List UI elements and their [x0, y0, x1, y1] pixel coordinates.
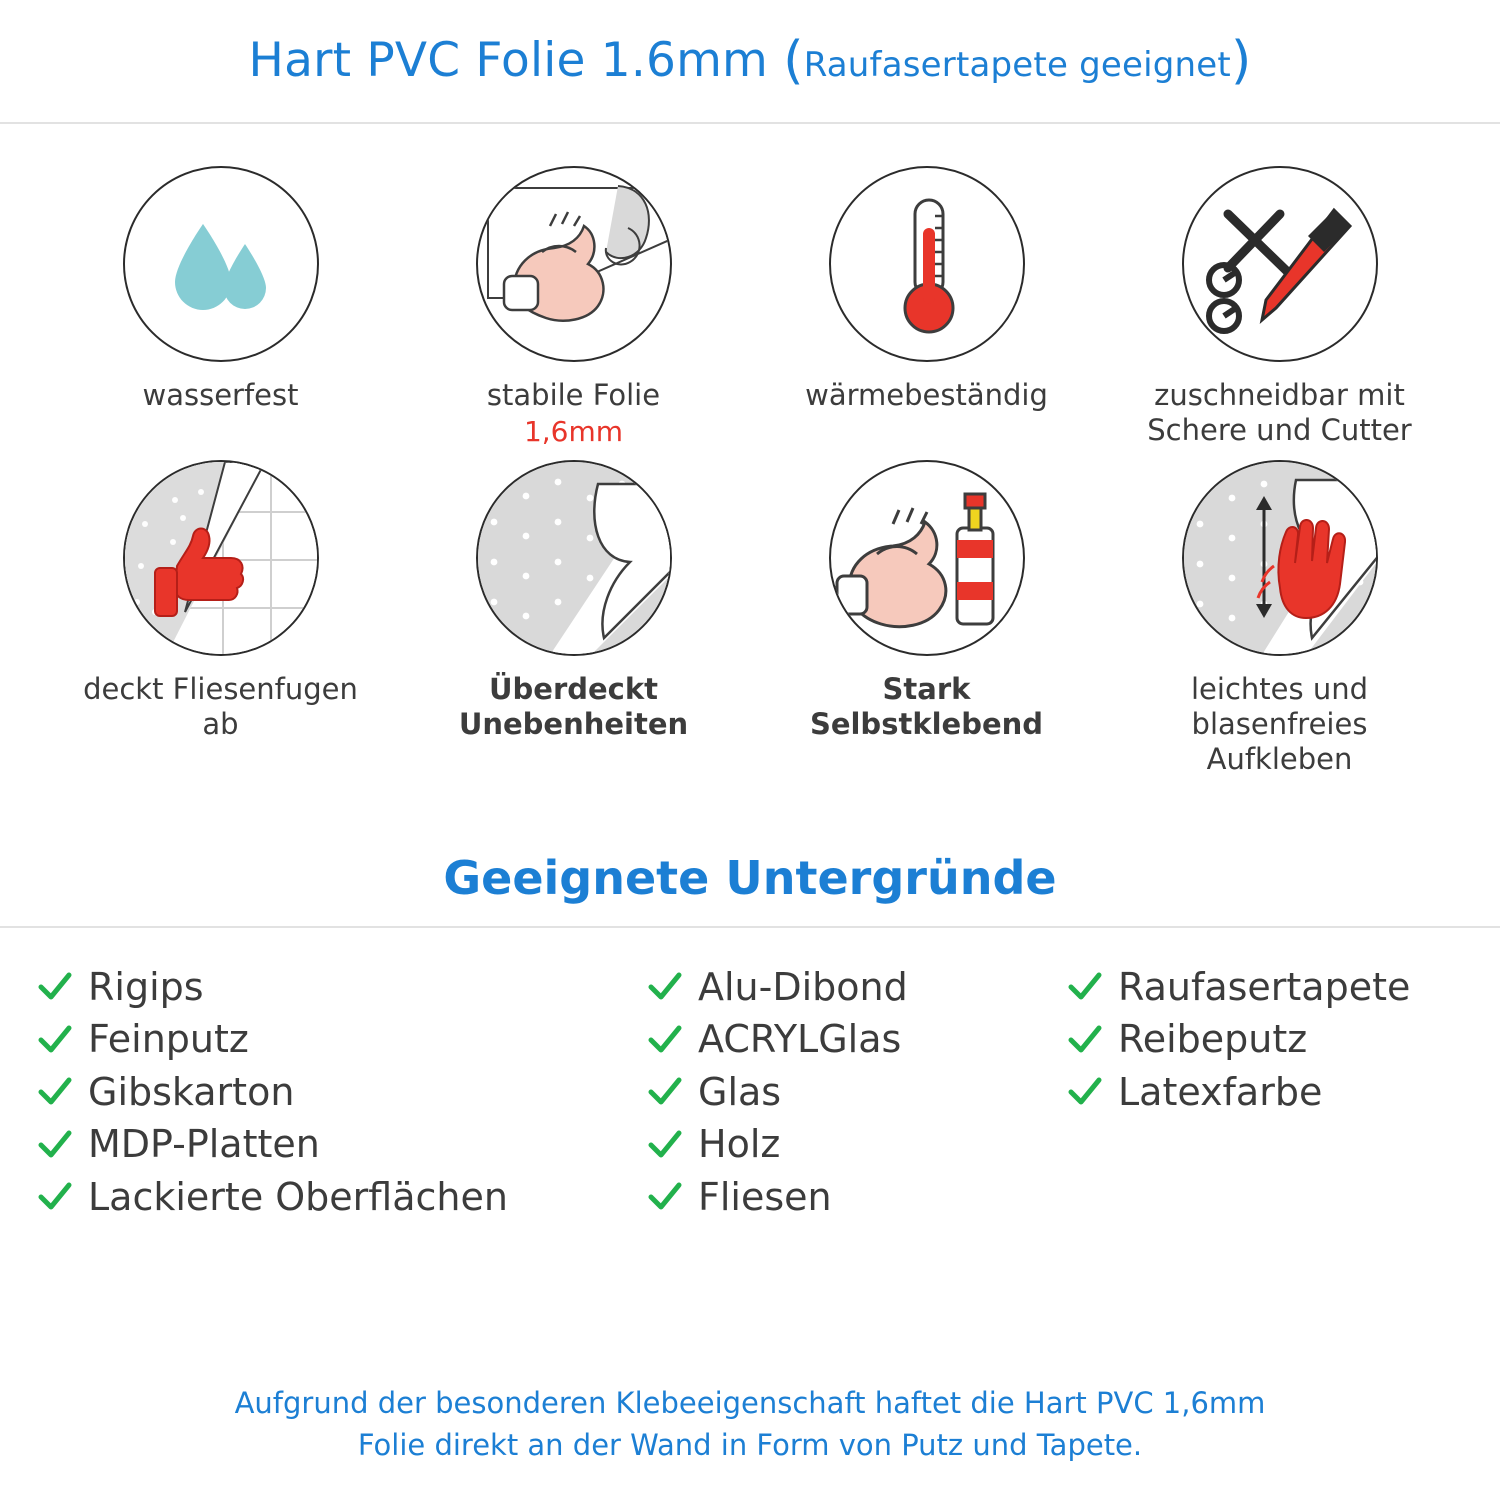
surface-label: Raufasertapete — [1118, 964, 1411, 1009]
list-item — [1068, 1016, 1468, 1064]
scissors-cutter-icon — [1182, 166, 1378, 362]
foil-peel-icon — [476, 460, 672, 656]
footer-line-1: Aufgrund der besonderen Klebeeigenschaft haftet die Hart PVC 1,6mm — [234, 1385, 1266, 1420]
check-icon — [648, 1180, 682, 1214]
surface-label: MDP-Platten — [88, 1122, 320, 1167]
list-item — [38, 964, 648, 1012]
surface-label: ACRYLGlas — [698, 1017, 902, 1062]
feature-caption: leichtes und blasenfreies Aufkleben — [1191, 671, 1368, 777]
foil-thickness-value: 1,6mm — [523, 415, 624, 449]
check-icon — [1068, 1075, 1102, 1109]
check-icon — [38, 1075, 72, 1109]
check-icon — [38, 970, 72, 1004]
list-item — [38, 1016, 648, 1064]
surfaces-list — [0, 928, 1500, 1222]
surface-label: Holz — [698, 1122, 781, 1167]
list-item — [1068, 1069, 1468, 1117]
feature-caption: wärmebeständig — [805, 378, 1048, 412]
feature-caption: Stark Selbstklebend — [809, 671, 1044, 741]
list-item — [38, 1174, 648, 1222]
page-title-sub: Raufasertapete geeignet — [803, 45, 1231, 85]
water-drops-icon — [123, 166, 319, 362]
footer-line-2: Folie direkt an der Wand in Form von Putz und Tapete. — [357, 1427, 1143, 1462]
check-icon — [648, 970, 682, 1004]
feature-item — [750, 166, 1103, 450]
feature-item — [750, 460, 1103, 778]
surfaces-column-2 — [648, 964, 1068, 1222]
check-icon — [648, 1023, 682, 1057]
list-item — [648, 1121, 1068, 1169]
check-icon — [1068, 970, 1102, 1004]
surfaces-section-title: Geeignete Untergründe — [443, 850, 1057, 905]
surface-label: Rigips — [88, 964, 204, 1009]
surface-label: Gibskarton — [88, 1069, 295, 1114]
feature-caption: Überdeckt Unebenheiten — [458, 671, 689, 741]
paren-close: ) — [1230, 31, 1252, 91]
surface-label: Fliesen — [698, 1174, 832, 1219]
thermometer-icon — [829, 166, 1025, 362]
page-title — [249, 31, 1252, 91]
surfaces-column-3 — [1068, 964, 1468, 1222]
page-header — [0, 0, 1500, 124]
list-item — [1068, 964, 1468, 1012]
feature-item — [1103, 460, 1456, 778]
list-item — [38, 1121, 648, 1169]
feature-item — [44, 166, 397, 450]
list-item — [648, 1016, 1068, 1064]
feature-item — [44, 460, 397, 778]
hand-smoothing-icon — [1182, 460, 1378, 656]
feature-caption: wasserfest — [142, 378, 299, 412]
feature-item — [397, 460, 750, 778]
check-icon — [38, 1128, 72, 1162]
surface-label: Alu-Dibond — [698, 964, 908, 1009]
surface-label: Reibeputz — [1118, 1017, 1308, 1062]
check-icon — [648, 1128, 682, 1162]
surface-label: Latexfarbe — [1118, 1069, 1323, 1114]
list-item — [648, 1069, 1068, 1117]
check-icon — [38, 1180, 72, 1214]
surfaces-section-header — [0, 830, 1500, 928]
check-icon — [1068, 1023, 1102, 1057]
feature-caption: deckt Fliesenfugen ab — [83, 671, 358, 741]
surface-label: Lackierte Oberflächen — [88, 1174, 508, 1219]
flexing-arm-foil-icon — [476, 166, 672, 362]
thumbs-up-tiles-icon — [123, 460, 319, 656]
surfaces-column-1 — [38, 964, 648, 1222]
list-item — [648, 1174, 1068, 1222]
footer-note — [0, 1382, 1500, 1466]
check-icon — [38, 1023, 72, 1057]
feature-caption: stabile Folie 1,6mm — [486, 378, 661, 449]
feature-caption: zuschneidbar mit Schere und Cutter — [1147, 378, 1412, 448]
surface-label: Feinputz — [88, 1017, 249, 1062]
list-item — [648, 964, 1068, 1012]
feature-item — [397, 166, 750, 450]
surface-label: Glas — [698, 1069, 782, 1114]
paren-open: ( — [783, 31, 804, 91]
feature-item — [1103, 166, 1456, 450]
check-icon — [648, 1075, 682, 1109]
list-item — [38, 1069, 648, 1117]
arm-glue-tube-icon — [829, 460, 1025, 656]
page-title-main: Hart PVC Folie 1.6mm — [248, 33, 769, 88]
feature-grid — [0, 124, 1500, 778]
